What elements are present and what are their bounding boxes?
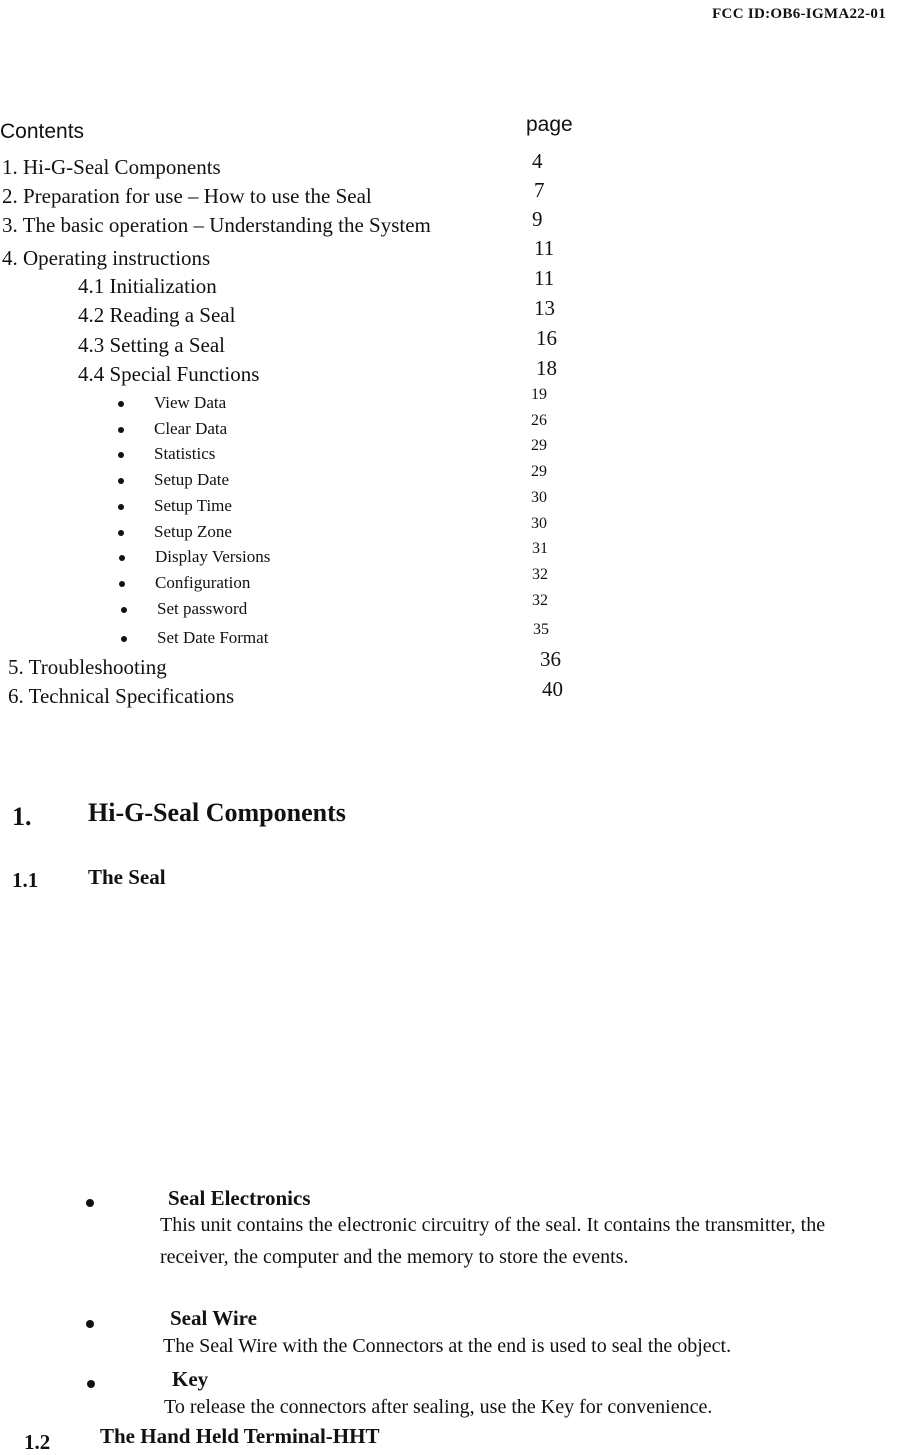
toc-entry-1: 1. Hi-G-Seal Components — [2, 155, 221, 179]
toc-entry-6: 6. Technical Specifications — [8, 684, 235, 708]
toc-page-4-1: 11 — [534, 266, 555, 290]
toc-entry-4: 4. Operating instructions — [2, 246, 211, 270]
toc-special-page: 26 — [531, 412, 547, 429]
toc-entry-5: 5. Troubleshooting — [8, 655, 167, 679]
bullet-icon — [86, 1199, 94, 1207]
item-title: Seal Electronics — [168, 1186, 311, 1210]
toc-special-item: Setup Date — [118, 470, 229, 490]
toc-special-item: Display Versions — [119, 547, 270, 567]
toc-page-4-4: 18 — [536, 356, 557, 380]
bullet-icon — [119, 581, 125, 587]
toc-special-page: 35 — [533, 621, 549, 638]
subsection-title: The Seal — [88, 865, 166, 889]
toc-entry-4-2: 4.2 Reading a Seal — [78, 303, 236, 327]
bullet-icon — [87, 1380, 95, 1388]
toc-special-item: Statistics — [118, 444, 215, 464]
toc-entry-2: 2. Preparation for use – How to use the Seal — [2, 184, 372, 208]
toc-page-6: 40 — [542, 677, 563, 701]
toc-special-page: 32 — [532, 566, 548, 583]
bullet-icon — [118, 530, 124, 536]
bullet-icon — [121, 607, 127, 613]
toc-special-item: Clear Data — [118, 419, 227, 439]
section-title: Hi-G-Seal Components — [88, 798, 346, 827]
bullet-icon — [118, 427, 124, 433]
toc-special-item: Set Date Format — [121, 628, 268, 648]
toc-special-item: Setup Zone — [118, 522, 232, 542]
section-number: 1. — [12, 802, 32, 831]
toc-heading: Contents — [0, 120, 85, 143]
toc-entry-3: 3. The basic operation – Understanding the System — [2, 213, 431, 237]
item-description: This unit contains the electronic circuitry of the seal. It contains the transmitter, the receiver, the computer and the memory to store the events. — [160, 1214, 826, 1268]
subsection-number: 1.2 — [24, 1430, 51, 1454]
toc-special-page: 32 — [532, 592, 548, 609]
bullet-icon — [121, 636, 127, 642]
bullet-icon — [118, 452, 124, 458]
bullet-icon — [118, 478, 124, 484]
toc-special-item: Setup Time — [118, 496, 232, 516]
item-title: Seal Wire — [170, 1306, 257, 1330]
toc-special-item: Set password — [121, 599, 247, 619]
toc-special-page: 30 — [531, 489, 547, 506]
toc-page-2: 7 — [534, 178, 545, 202]
toc-page-1: 4 — [532, 149, 543, 173]
toc-special-page: 29 — [531, 463, 547, 480]
subsection-title: The Hand Held Terminal-HHT — [100, 1424, 380, 1448]
toc-page-4: 11 — [534, 236, 555, 260]
toc-page-4-3: 16 — [536, 326, 557, 350]
item-title: Key — [172, 1367, 209, 1391]
toc-page-3: 9 — [532, 207, 543, 231]
toc-page-4-2: 13 — [534, 296, 555, 320]
item-description: The Seal Wire with the Connectors at the end is used to seal the object. — [163, 1335, 732, 1357]
subsection-number: 1.1 — [12, 868, 39, 892]
toc-special-item: Configuration — [119, 573, 250, 593]
toc-special-page: 29 — [531, 437, 547, 454]
bullet-icon — [119, 555, 125, 561]
toc-special-page: 19 — [531, 386, 547, 403]
bullet-icon — [86, 1320, 94, 1328]
toc-entry-4-4: 4.4 Special Functions — [78, 362, 260, 386]
toc-page-5: 36 — [540, 647, 561, 671]
toc-page-heading: page — [526, 113, 573, 136]
toc-special-item: View Data — [118, 393, 226, 413]
fcc-id: FCC ID:OB6-IGMA22-01 — [712, 6, 886, 22]
bullet-icon — [118, 504, 124, 510]
toc-entry-4-3: 4.3 Setting a Seal — [78, 333, 225, 357]
toc-special-page: 30 — [531, 515, 547, 532]
toc-entry-4-1: 4.1 Initialization — [78, 274, 217, 298]
toc-special-page: 31 — [532, 540, 548, 557]
bullet-icon — [118, 401, 124, 407]
item-description: To release the connectors after sealing, use the Key for convenience. — [164, 1396, 713, 1418]
